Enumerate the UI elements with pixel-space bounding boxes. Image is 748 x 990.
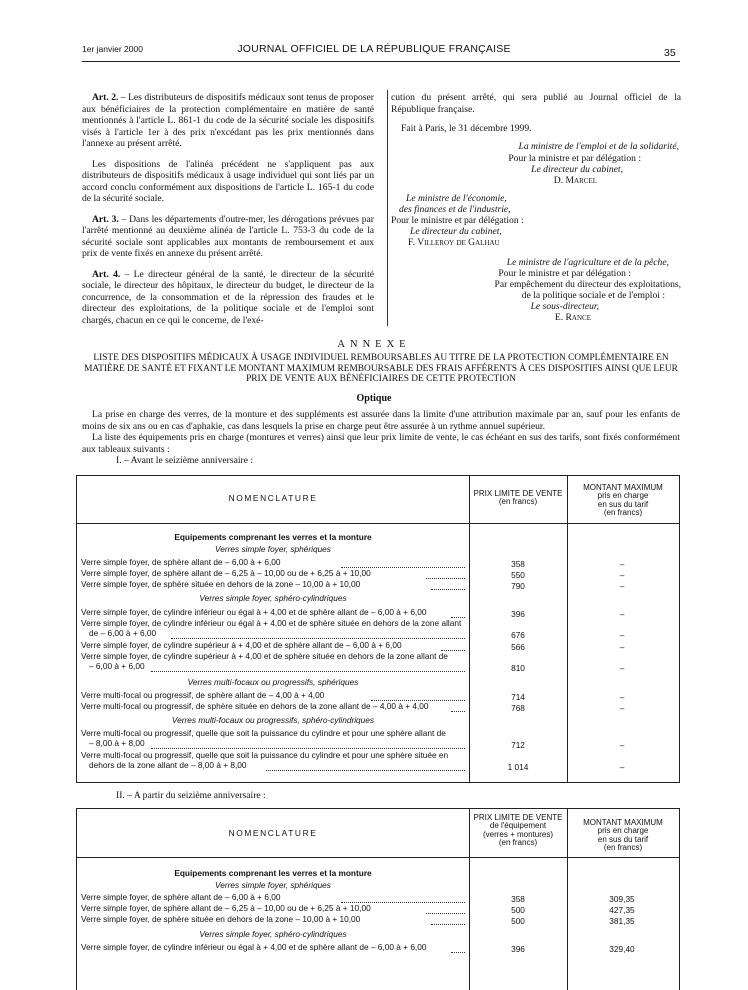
signatory-line: Le directeur du cabinet,	[410, 225, 502, 237]
paragraph	[82, 159, 374, 205]
article-label: Art. 2.	[92, 92, 119, 103]
done-at: Fait à Paris, le 31 décembre 1999.	[401, 123, 532, 134]
row-montant: –	[619, 703, 625, 713]
row-description: Verre multi-focal ou progressif, de sphère située en dehors de la zone allant de – 4,00 à + 4,00	[81, 701, 429, 711]
article-label: Art. 4.	[92, 268, 121, 280]
article-label: Art. 3.	[92, 213, 119, 225]
row-description: Verre simple foyer, de cylindre supérieur à + 4,00 et de sphère allant de – 6,00 à + 6,00	[81, 640, 402, 650]
column-divider	[387, 90, 388, 326]
header-line: en sus du tarif	[597, 499, 649, 509]
leader-dots	[451, 609, 465, 618]
signature-block-emploi	[391, 139, 681, 193]
table-group-heading: Verres multi-focaux ou progressifs, sphéro-cylindriques	[171, 715, 375, 725]
header-date: 1er janvier 2000	[82, 44, 143, 54]
row-prix: 358	[511, 894, 525, 904]
article-2	[82, 92, 374, 150]
row-prix: 712	[511, 740, 525, 750]
row-prix: 500	[511, 916, 525, 926]
leader-dots	[426, 905, 465, 914]
row-montant: 381,35	[609, 916, 635, 926]
row-description: Verre simple foyer, de sphère allant de – 6,00 à + 6,00	[81, 892, 281, 902]
page-number: 35	[664, 47, 676, 59]
article-text: – Le directeur général de la santé, le directeur de la sécurité sociale, le directeur des hôpitaux, le directeur du budget, le directeur de la concurrence, de la consommation et de la répression des fraudes et le directeur des exploitations, de la politique sociale et de l'emploi sont chargés, chacun en ce qui le concerne, de l'exé-	[82, 268, 374, 326]
left-column	[82, 92, 374, 335]
leader-dots	[266, 762, 465, 771]
header-prix	[469, 490, 567, 507]
header-line: (en francs)	[498, 497, 538, 507]
row-prix: 1 014	[507, 762, 529, 772]
row-description: Verre multi-focal ou progressif, quelle que soit la puissance du cylindre et pour une sphère allant de	[81, 728, 446, 738]
row-montant: –	[619, 642, 625, 652]
section-2-heading: II. – A partir du seizième anniversaire :	[116, 790, 266, 801]
table-group-heading: Verres simple foyer, sphéro-cylindriques	[199, 929, 347, 939]
article-text: – Dans les départements d'outre-mer, les dérogations prévues par l'arrêté mentionné au deuxième alinéa de l'article L. 753-3 du code de la sécurité sociale sont applicables aux montants de remboursement et aux prix de vente fixés en annexe du présent arrêté.	[82, 213, 375, 259]
leader-dots	[171, 630, 465, 639]
leader-dots	[441, 642, 465, 651]
table-group-heading: Verres simple foyer, sphériques	[215, 880, 331, 890]
row-description: Verre simple foyer, de sphère allant de – 6,25 à – 10,00 ou de + 6,25 à + 10,00	[81, 568, 371, 578]
signatory-title: Le ministre de l'économie,	[406, 192, 507, 204]
signatory-line: Pour le ministre et par délégation :	[391, 214, 524, 226]
row-prix: 810	[511, 663, 525, 673]
leader-dots	[451, 944, 465, 953]
article-4	[82, 269, 374, 327]
row-prix: 768	[511, 703, 525, 713]
row-prix: 396	[511, 944, 525, 954]
header-line: PRIX LIMITE DE VENTE	[473, 813, 563, 822]
section-1-heading: I. – Avant le seizième anniversaire :	[116, 455, 254, 466]
row-prix: 566	[511, 642, 525, 652]
signatory-name: F. Villeroy de Galhau	[408, 236, 500, 248]
table-group-heading: Equipements comprenant les verres et la monture	[174, 532, 372, 542]
signatory-title: Le ministre de l'agriculture et de la pêche,	[506, 256, 669, 268]
row-prix: 358	[511, 559, 525, 569]
leader-dots	[341, 894, 465, 903]
leader-dots	[151, 740, 465, 749]
header-line: pris en charge	[597, 826, 649, 836]
row-montant: –	[619, 663, 625, 673]
row-description: Verre multi-focal ou progressif, de sphère allant de – 4,00 à + 4,00	[81, 690, 325, 700]
signatory-title: La ministre de l'emploi et de la solidarité,	[518, 140, 679, 152]
intro-paragraph: La prise en charge des verres, de la monture et des suppléments est assurée dans la limite d'une attribution maximale par an, sauf pour les enfants de moins de six ans ou en cas d'aphakie, cas dans lesquels la prise en charge peut être assurée à un rythme annuel supérieur.	[82, 409, 680, 432]
price-table-under-16	[76, 475, 680, 783]
signatory-line: Pour la ministre et par délégation :	[508, 152, 641, 164]
row-montant: –	[619, 692, 625, 702]
annexe-title: ANNEXE	[337, 339, 411, 350]
row-montant: –	[619, 762, 625, 772]
signatory-line: Pour le ministre et par délégation :	[498, 267, 631, 279]
row-montant: –	[619, 630, 625, 640]
section-heading-optique: Optique	[356, 393, 392, 404]
row-description: Verre simple foyer, de cylindre inférieur ou égal à + 4,00 et de sphère située en dehors de la zone allant	[81, 618, 462, 628]
header-prix	[469, 814, 567, 848]
list-title: LISTE DES DISPOSITIFS MÉDICAUX À USAGE INDIVIDUEL REMBOURSABLES AU TITRE DE LA PROTECTION COMPLÉMENTAIRE EN MATIÈRE DE SANTÉ ET FIXANT LE MONTANT MAXIMUM REMBOURSABLE DES FRAIS AFFÉRENTS À CES DISPOSITIFS AINSI QUE LEUR PRIX DE VENTE AUX BÉNÉFICIAIRES DE CETTE PROTECTION	[84, 353, 678, 385]
intro-text	[82, 409, 680, 455]
article-3	[82, 214, 374, 260]
row-montant: –	[619, 609, 625, 619]
signatory-name: D. Marcel	[553, 174, 597, 186]
row-prix: 790	[511, 581, 525, 591]
header-line: (en francs)	[498, 838, 538, 848]
signatory-line: Le sous-directeur,	[530, 300, 599, 312]
signatory-line: Par empêchement du directeur des exploitations,	[494, 278, 681, 290]
paragraph-text: Les dispositions de l'alinéa précédent ne s'appliquent pas aux distributeurs de dispositifs médicaux à usage individuel qui sont liés par un accord conclu conformément aux dispositions de l'article L. 165-1 du code de la sécurité sociale.	[82, 158, 374, 204]
continuation-text: cution du présent arrêté, qui sera publié au Journal officiel de la République française.	[391, 92, 681, 115]
leader-dots	[371, 692, 465, 701]
header-line: MONTANT MAXIMUM	[583, 818, 663, 827]
leader-dots	[431, 581, 465, 590]
leader-dots	[451, 703, 465, 712]
row-description: Verre simple foyer, de cylindre supérieur à + 4,00 et de sphère située en dehors de la zone allant de	[81, 651, 448, 661]
row-montant: –	[619, 581, 625, 591]
signatory-name: E. Rance	[554, 311, 591, 323]
leader-dots	[341, 559, 465, 568]
row-montant: –	[619, 559, 625, 569]
leader-dots	[151, 663, 465, 672]
row-description: Verre simple foyer, de sphère allant de – 6,25 à – 10,00 ou de + 6,25 à + 10,00	[81, 903, 371, 913]
table-group-heading: Verres simple foyer, sphéro-cylindriques	[199, 593, 347, 603]
signatory-line: de la politique sociale et de l'emploi :	[521, 289, 665, 301]
row-description: Verre simple foyer, de cylindre inférieur ou égal à + 4,00 et de sphère allant de – 6,00 à + 6,00	[81, 607, 427, 617]
row-montant: 309,35	[609, 894, 635, 904]
header-line: pris en charge	[597, 491, 649, 501]
row-description: – 8,00 à + 8,00	[89, 738, 145, 748]
row-montant: –	[619, 570, 625, 580]
header-line: PRIX LIMITE DE VENTE	[473, 489, 563, 498]
header-line: (en francs)	[603, 508, 643, 518]
row-description: Verre simple foyer, de sphère située en dehors de la zone – 10,00 à + 10,00	[81, 914, 361, 924]
leader-dots	[426, 570, 465, 579]
row-description: de – 6,00 à + 6,00	[89, 628, 157, 638]
article-text: – Les distributeurs de dispositifs médicaux sont tenus de proposer aux bénéficiaires de la protection complémentaire en matière de santé mentionnés à l'article L. 861-1 du code de la sécurité sociale les dispositifs visés à l'article 1er à des prix n'excédant pas les prix mentionnés dans l'annexe au présent arrêté.	[82, 92, 374, 149]
row-montant: –	[619, 740, 625, 750]
header-line: MONTANT MAXIMUM	[583, 483, 663, 492]
row-prix: 500	[511, 905, 525, 915]
row-description: – 6,00 à + 6,00	[89, 661, 145, 671]
header-line: (verres + montures)	[482, 829, 554, 839]
header-nomenclature: NOMENCLATURE	[228, 828, 318, 838]
row-prix: 714	[511, 692, 525, 702]
header-montant	[567, 484, 679, 518]
header-rule	[82, 61, 680, 62]
row-description: Verre simple foyer, de sphère située en dehors de la zone – 10,00 à + 10,00	[81, 579, 361, 589]
row-prix: 396	[511, 609, 525, 619]
row-description: Verre simple foyer, de sphère allant de – 6,00 à + 6,00	[81, 557, 281, 567]
table-group-heading: Equipements comprenant les verres et la monture	[174, 868, 372, 878]
signatory-line: Le directeur du cabinet,	[531, 163, 623, 175]
price-table-from-16	[76, 808, 680, 990]
row-montant: 427,35	[609, 905, 635, 915]
header-line: (en francs)	[603, 843, 643, 853]
row-description: Verre multi-focal ou progressif, quelle que soit la puissance du cylindre et pour une sphère située en	[81, 750, 449, 760]
table-group-heading: Verres simple foyer, sphériques	[215, 544, 331, 554]
right-column	[391, 92, 681, 333]
header-line: de l'équipement	[489, 821, 547, 831]
header-montant	[567, 819, 679, 853]
row-montant: 329,40	[609, 944, 635, 954]
intro-paragraph: La liste des équipements pris en charge (montures et verres) ainsi que leur prix limite de vente, le cas échéant en sus des tarifs, sont fixés conformément aux tableaux suivants :	[82, 432, 680, 455]
table-group-heading: Verres multi-focaux ou progressifs, sphériques	[187, 677, 359, 687]
signature-block-economie	[391, 193, 681, 257]
row-prix: 550	[511, 570, 525, 580]
header-nomenclature: NOMENCLATURE	[228, 493, 318, 503]
row-description: dehors de la zone allant de – 8,00 à + 8,00	[89, 760, 247, 770]
header-line: en sus du tarif	[597, 834, 649, 844]
row-prix: 676	[511, 630, 525, 640]
row-description: Verre simple foyer, de cylindre inférieur ou égal à + 4,00 et de sphère allant de – 6,00 à + 6,00	[81, 942, 427, 952]
leader-dots	[431, 916, 465, 925]
header-title: JOURNAL OFFICIEL DE LA RÉPUBLIQUE FRANÇAISE	[237, 43, 511, 55]
signatory-title: des finances et de l'industrie,	[399, 203, 511, 215]
signature-block-agriculture	[391, 257, 681, 333]
